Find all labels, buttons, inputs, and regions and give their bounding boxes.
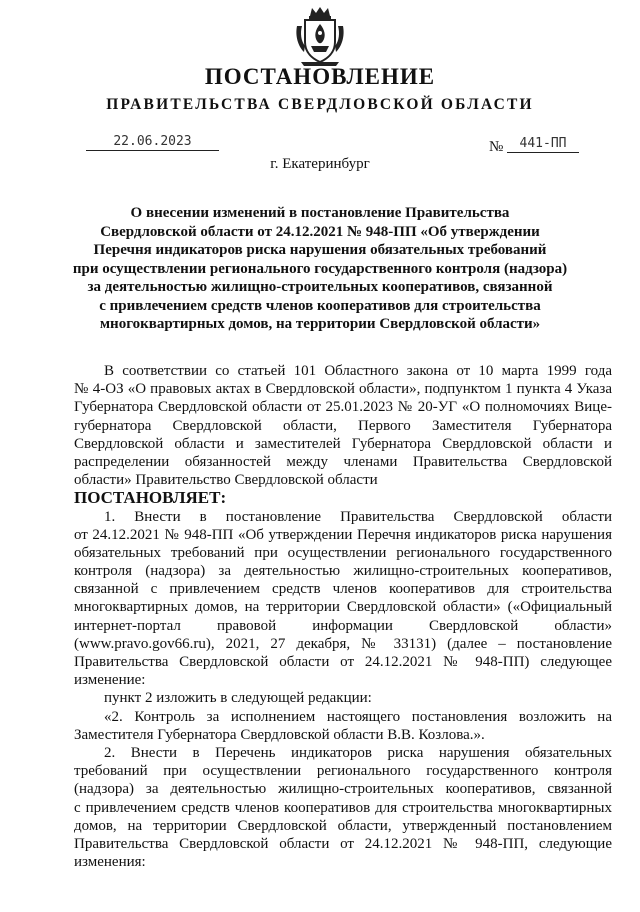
body-line: распределении обязанностей между членами Правительства Свердловской	[74, 453, 612, 470]
body-line: 2. Внести в Перечень индикаторов риска нарушения обязательных	[104, 744, 612, 761]
document-date: 22.06.2023	[86, 134, 219, 151]
body-line: обязательных требований при осуществлении регионального государственного	[74, 544, 612, 561]
heading-line: при осуществлении регионального государственного контроля (надзора)	[72, 260, 568, 277]
number-sign: №	[489, 139, 504, 155]
body-line: В соответствии со статьей 101 Областного закона от 10 марта 1999 года	[104, 363, 612, 379]
heading-line: многоквартирных домов, на территории Свердловской области»	[99, 316, 541, 332]
body-line: губернатора Свердловской области, Первого Заместителя Губернатора	[74, 417, 612, 434]
heading-line: Перечня индикаторов риска нарушения обязательных требований	[93, 242, 547, 258]
body-line: многоквартирных домов, на территории Свердловской области» («Официальный	[74, 599, 612, 616]
document-body	[74, 362, 612, 871]
document-title: ПОСТАНОВЛЕНИЕ	[204, 64, 436, 89]
body-line: (www.pravo.gov66.ru), 2021, 27 декабря, № 33131) (далее – постановление	[74, 635, 612, 652]
heading-line: О внесении изменений в постановление Правительства	[130, 205, 510, 221]
body-line: 1. Внести в постановление Правительства Свердловской области	[104, 508, 612, 525]
body-line: Губернатора Свердловской области от 25.01.2023 № 20-УГ «О полномочиях Вице-	[74, 399, 612, 416]
city: г. Екатеринбург	[270, 156, 370, 172]
body-line: с привлечением средств членов кооперативов для строительства многоквартирных	[74, 799, 612, 816]
coat-of-arms-icon	[293, 6, 347, 68]
heading-line: Свердловской области от 24.12.2021 № 948-ПП «Об утверждении	[100, 223, 540, 240]
body-line: (надзора) за деятельностью жилищно-строительных кооперативов, связанной	[74, 781, 612, 798]
body-line: Правительства Свердловской области от 24.12.2021 № 948-ПП) следующее	[74, 654, 612, 670]
body-line: контроля (надзора) за деятельностью жилищно-строительных кооперативов,	[74, 563, 612, 580]
body-line: «2. Контроль за исполнением настоящего постановления возложить на	[104, 708, 612, 725]
body-line: связанной с привлечением средств членов кооперативов для строительства	[74, 581, 612, 598]
body-line: требований при осуществлении регионального государственного контроля	[74, 763, 612, 780]
body-line: Свердловской области и заместителей Губернатора Свердловской области и	[74, 435, 612, 452]
body-line: Заместителя Губернатора Свердловской области В.В. Козлова.».	[74, 726, 485, 743]
body-line: домов, на территории Свердловской области, утвержденный постановлением	[74, 817, 612, 834]
body-line: изменения:	[74, 854, 146, 871]
body-line: № 4-ОЗ «О правовых актах в Свердловской области», подпунктом 1 пункта 4 Указа	[74, 381, 612, 398]
body-line: изменение:	[74, 672, 146, 689]
body-line: области» Правительство Свердловской области	[74, 472, 378, 489]
body-line: Правительства Свердловской области от 24.12.2021 № 948-ПП, следующие	[74, 835, 612, 852]
heading-line: с привлечением средств членов кооперативов для строительства	[99, 297, 541, 314]
body-line: интернет-портал правовой информации Свердловской области»	[74, 617, 612, 634]
body-line: от 24.12.2021 № 948-ПП «Об утверждении Перечня индикаторов риска нарушения	[74, 526, 612, 543]
document-issuer: ПРАВИТЕЛЬСТВА СВЕРДЛОВСКОЙ ОБЛАСТИ	[106, 96, 534, 113]
heading-line: за деятельностью жилищно-строительных кооперативов, связанной	[87, 279, 553, 295]
document-number: 441-ПП	[507, 136, 579, 153]
document-heading	[60, 204, 580, 334]
body-line: пункт 2 изложить в следующей редакции:	[104, 690, 372, 707]
resolution-keyword: ПОСТАНОВЛЯЕТ:	[74, 488, 227, 508]
